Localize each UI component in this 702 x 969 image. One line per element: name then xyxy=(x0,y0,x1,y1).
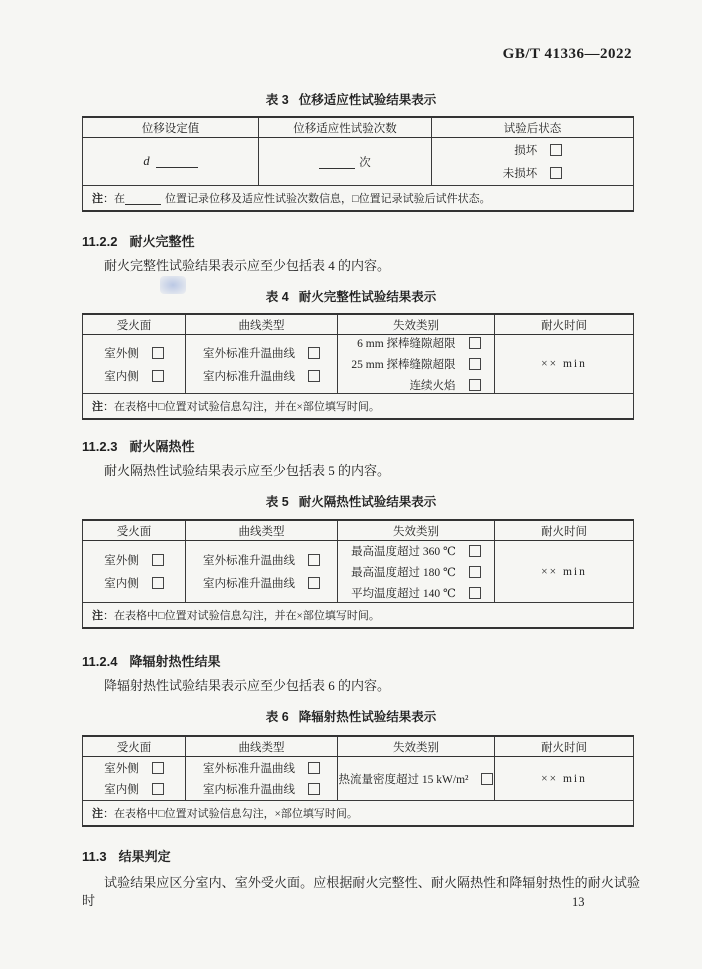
section-heading-11-3 xyxy=(82,846,171,865)
checkbox-icon xyxy=(152,762,164,774)
table5-note-row xyxy=(83,603,634,629)
state-damaged-label: 损坏 xyxy=(514,145,538,157)
table5-caption xyxy=(0,492,702,510)
table4-note-row xyxy=(83,394,634,420)
standard-code-header: GB/T 41336—2022 xyxy=(502,46,632,62)
table6-caption xyxy=(0,707,702,725)
checkbox-icon xyxy=(469,566,481,578)
section-title: 耐火隔热性 xyxy=(129,439,195,454)
note-label: 注 xyxy=(92,610,103,622)
table4-header-row xyxy=(83,314,634,335)
checkbox-icon xyxy=(308,783,320,795)
table6-curve-type-cell: 室外标准升温曲线 室内标准升温曲线 xyxy=(186,757,338,801)
table4-fire-side-cell: 室外侧 室内侧 xyxy=(83,335,186,394)
table3-data-row xyxy=(83,138,634,186)
table4-fire-integrity-results xyxy=(82,313,634,420)
checkbox-icon xyxy=(308,554,320,566)
checkbox-icon xyxy=(481,773,493,785)
table6-header-duration: 耐火时间 xyxy=(495,736,634,757)
paragraph-11-2-3: 耐火隔热性试验结果表示应至少包括表 5 的内容。 xyxy=(104,463,391,478)
table6-caption-text: 降辐射热性试验结果表示 xyxy=(298,710,437,724)
fill-in-blank xyxy=(319,167,355,169)
fill-in-blank xyxy=(125,203,161,205)
note-label: 注 xyxy=(92,808,103,820)
table4-caption-text: 耐火完整性试验结果表示 xyxy=(298,290,437,304)
table5-header-duration: 耐火时间 xyxy=(495,520,634,541)
table6-note-row xyxy=(83,801,634,827)
page-number: 13 xyxy=(572,895,585,909)
section-title: 结果判定 xyxy=(118,849,171,864)
table4-curve-type-cell: 室外标准升温曲线 室内标准升温曲线 xyxy=(186,335,338,394)
section-title: 降辐射热性结果 xyxy=(129,654,221,669)
table5-header-failure-type: 失效类别 xyxy=(338,520,495,541)
table4-data-row xyxy=(83,335,634,394)
checkbox-icon xyxy=(308,577,320,589)
table6-failure-type-cell: 热流量密度超过 15 kW/m² xyxy=(338,757,495,801)
table5-duration-cell xyxy=(495,541,634,603)
table5-note-cell: 注：在表格中□位置对试验信息勾注，并在×部位填写时间。 xyxy=(83,603,634,629)
table5-fire-insulation-results xyxy=(82,519,634,629)
section-title: 耐火完整性 xyxy=(129,234,195,249)
duration-value: ×× min xyxy=(541,772,587,785)
section-number: 11.3 xyxy=(82,849,107,864)
table4-note-cell: 注：在表格中□位置对试验信息勾注，并在×部位填写时间。 xyxy=(83,394,634,420)
section-number: 11.2.4 xyxy=(82,654,118,669)
table6-radiant-heat-results xyxy=(82,735,634,827)
table3-displacement-cell xyxy=(83,138,259,186)
table6-header-failure-type: 失效类别 xyxy=(338,736,495,757)
table3-displacement-results xyxy=(82,116,634,212)
table3-note-row xyxy=(83,186,634,212)
checkbox-icon xyxy=(469,379,481,391)
checkbox-icon xyxy=(308,347,320,359)
checkbox-icon xyxy=(152,783,164,795)
table6-header-curve-type: 曲线类型 xyxy=(186,736,338,757)
checkbox-icon xyxy=(308,370,320,382)
state-undamaged-label: 未损坏 xyxy=(502,168,538,180)
table3-state-cell xyxy=(432,138,634,186)
paragraph-11-2-4: 降辐射热性试验结果表示应至少包括表 6 的内容。 xyxy=(104,678,391,693)
table6-header-fire-side: 受火面 xyxy=(83,736,186,757)
note-label: 注 xyxy=(92,193,103,205)
table3-note-cell: 注：在 位置记录位移及适应性试验次数信息，□位置记录试验后试件状态。 xyxy=(83,186,634,212)
table3-header-post-test-state: 试验后状态 xyxy=(432,117,634,138)
checkbox-icon xyxy=(550,144,562,156)
checkbox-icon xyxy=(550,167,562,179)
displacement-symbol: d xyxy=(143,154,150,168)
section-number: 11.2.2 xyxy=(82,234,118,249)
table5-data-row xyxy=(83,541,634,603)
table4-duration-cell xyxy=(495,335,634,394)
table3-header-row xyxy=(83,117,634,138)
table6-data-row xyxy=(83,757,634,801)
table5-curve-type-cell: 室外标准升温曲线 室内标准升温曲线 xyxy=(186,541,338,603)
checkbox-icon xyxy=(152,347,164,359)
checkbox-icon xyxy=(152,554,164,566)
table4-header-curve-type: 曲线类型 xyxy=(186,314,338,335)
checkbox-icon xyxy=(469,358,481,370)
table4-header-duration: 耐火时间 xyxy=(495,314,634,335)
paragraph-11-3: 试验结果应区分室内、室外受火面。应根据耐火完整性、耐火隔热性和降辐射热性的耐火试验时 xyxy=(82,875,640,908)
count-unit-label: 次 xyxy=(359,156,371,169)
table3-header-test-count: 位移适应性试验次数 xyxy=(259,117,432,138)
table5-caption-text: 耐火隔热性试验结果表示 xyxy=(298,495,437,509)
note-label: 注 xyxy=(92,401,103,413)
section-heading-11-2-4 xyxy=(82,651,220,670)
duration-value: ×× min xyxy=(541,565,587,578)
table5-header-curve-type: 曲线类型 xyxy=(186,520,338,541)
table6-duration-cell xyxy=(495,757,634,801)
checkbox-icon xyxy=(469,545,481,557)
table5-header-row xyxy=(83,520,634,541)
table6-fire-side-cell: 室外侧 室内侧 xyxy=(83,757,186,801)
table4-caption-number: 表 4 xyxy=(265,290,289,304)
table6-caption-number: 表 6 xyxy=(265,710,289,724)
table5-fire-side-cell: 室外侧 室内侧 xyxy=(83,541,186,603)
checkbox-icon xyxy=(308,762,320,774)
table3-header-displacement: 位移设定值 xyxy=(83,117,259,138)
table4-header-failure-type: 失效类别 xyxy=(338,314,495,335)
checkbox-icon xyxy=(469,587,481,599)
table3-count-cell xyxy=(259,138,432,186)
paragraph-11-2-2: 耐火完整性试验结果表示应至少包括表 4 的内容。 xyxy=(104,258,391,273)
table6-note-cell: 注：在表格中□位置对试验信息勾注，×部位填写时间。 xyxy=(83,801,634,827)
checkbox-icon xyxy=(152,370,164,382)
checkbox-icon xyxy=(469,337,481,349)
table3-caption xyxy=(0,90,702,108)
table4-failure-type-cell: 6 mm 探棒缝隙超限 25 mm 探棒缝隙超限 连续火焰 xyxy=(338,335,495,394)
duration-value: ×× min xyxy=(541,358,587,370)
table4-header-fire-side: 受火面 xyxy=(83,314,186,335)
table4-caption xyxy=(0,287,702,305)
table5-failure-type-cell: 最高温度超过 360 ℃ 最高温度超过 180 ℃ 平均温度超过 140 ℃ xyxy=(338,541,495,603)
fill-in-blank xyxy=(156,166,198,168)
table5-caption-number: 表 5 xyxy=(265,495,289,509)
table3-caption-text: 位移适应性试验结果表示 xyxy=(298,93,437,107)
section-heading-11-2-3 xyxy=(82,436,194,455)
section-heading-11-2-2 xyxy=(82,231,194,250)
table5-header-fire-side: 受火面 xyxy=(83,520,186,541)
checkbox-icon xyxy=(152,577,164,589)
section-number: 11.2.3 xyxy=(82,439,118,454)
table3-caption-number: 表 3 xyxy=(265,93,289,107)
table6-header-row xyxy=(83,736,634,757)
